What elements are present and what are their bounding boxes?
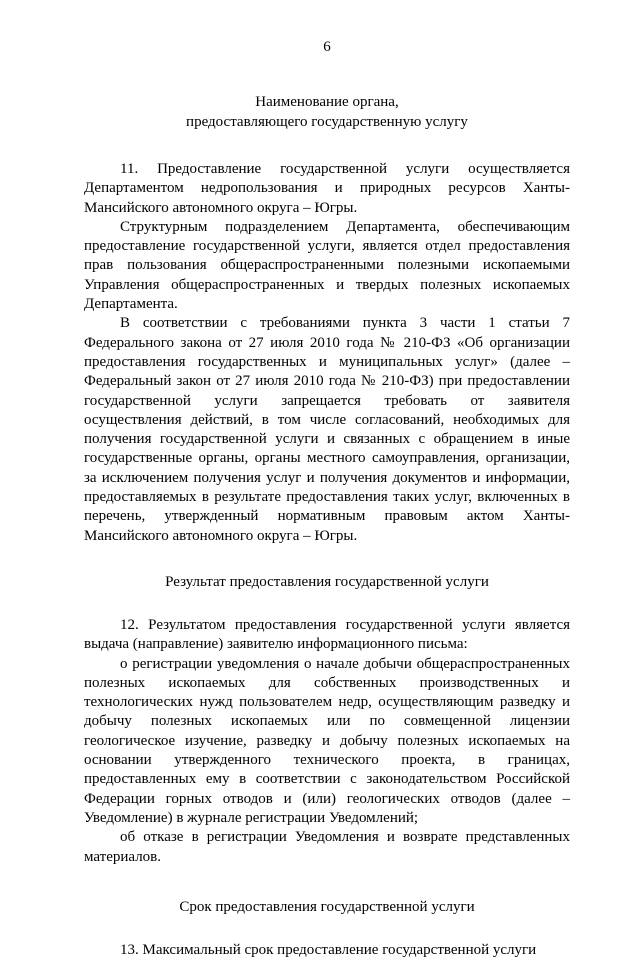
paragraph-11: 11. Предоставление государственной услуги осуществляется Департаментом недропользования и природных ресурсов Ханты-Мансийского автономного округа – Югры.	[84, 161, 570, 216]
section-title-term: Срок предоставления государственной услуги	[179, 898, 475, 915]
paragraph-structural-unit: Структурным подразделением Департамента, обеспечивающим предоставление государственной услуги, является отдел предоставления прав пользования общераспространенными полезными ископаемыми Управления общераспространенных и твердых полезных ископаемых Департамента.	[84, 218, 570, 313]
section-title-result: Результат предоставления государственной услуги	[165, 573, 489, 590]
paragraph-12: 12. Результатом предоставления государственной услуги является выдача (направление) заявителю информационного письма:	[84, 616, 570, 653]
paragraph-federal-law: В соответствии с требованиями пункта 3 части 1 статьи 7 Федерального закона от 27 июля 2010 года № 210-ФЗ «Об организации предоставления государственных и муниципальных услуг» (далее – Федеральный закон от 27 июля 2010 года № 210-ФЗ) при предоставлении государственной услуги запрещается требовать от заявителя осуществления действий, в том числе согласований, необходимых для получения государственной услуги и связанных с обращением в иные государственные органы, органы местного самоуправления, организации, за исключением получения услуг и получения документов и информации, предоставляемых в результате предоставления таких услуг, включенных в перечень, утвержденный нормативным правовым актом Ханты-Мансийского автономного округа – Югры.	[84, 315, 570, 544]
paragraph-refusal: об отказе в регистрации Уведомления и возврате представленных материалов.	[84, 829, 570, 865]
page-number: 6	[323, 39, 331, 55]
paragraph-registration: о регистрации уведомления о начале добычи общераспространенных полезных ископаемых для собственных производственных и технологических нужд пользователем недр, осуществляющим разведку и добычу полезных ископаемых или по совмещенной лицензии геологическое изучение, разведку и добычу полезных ископаемых на основании утвержденного технического проекта, в границах, предоставленных ему в соответствии с законодательством Российской Федерации горных отводов и (или) геологических отводов (далее – Уведомление) в журнале регистрации Уведомлений;	[84, 655, 570, 826]
section-heading-authority	[84, 92, 570, 132]
paragraph-13: 13. Максимальный срок предоставление государственной услуги	[120, 941, 537, 958]
heading-line-1: Наименование органа,	[255, 94, 399, 110]
heading-line-2: предоставляющего государственную услугу	[186, 114, 468, 130]
